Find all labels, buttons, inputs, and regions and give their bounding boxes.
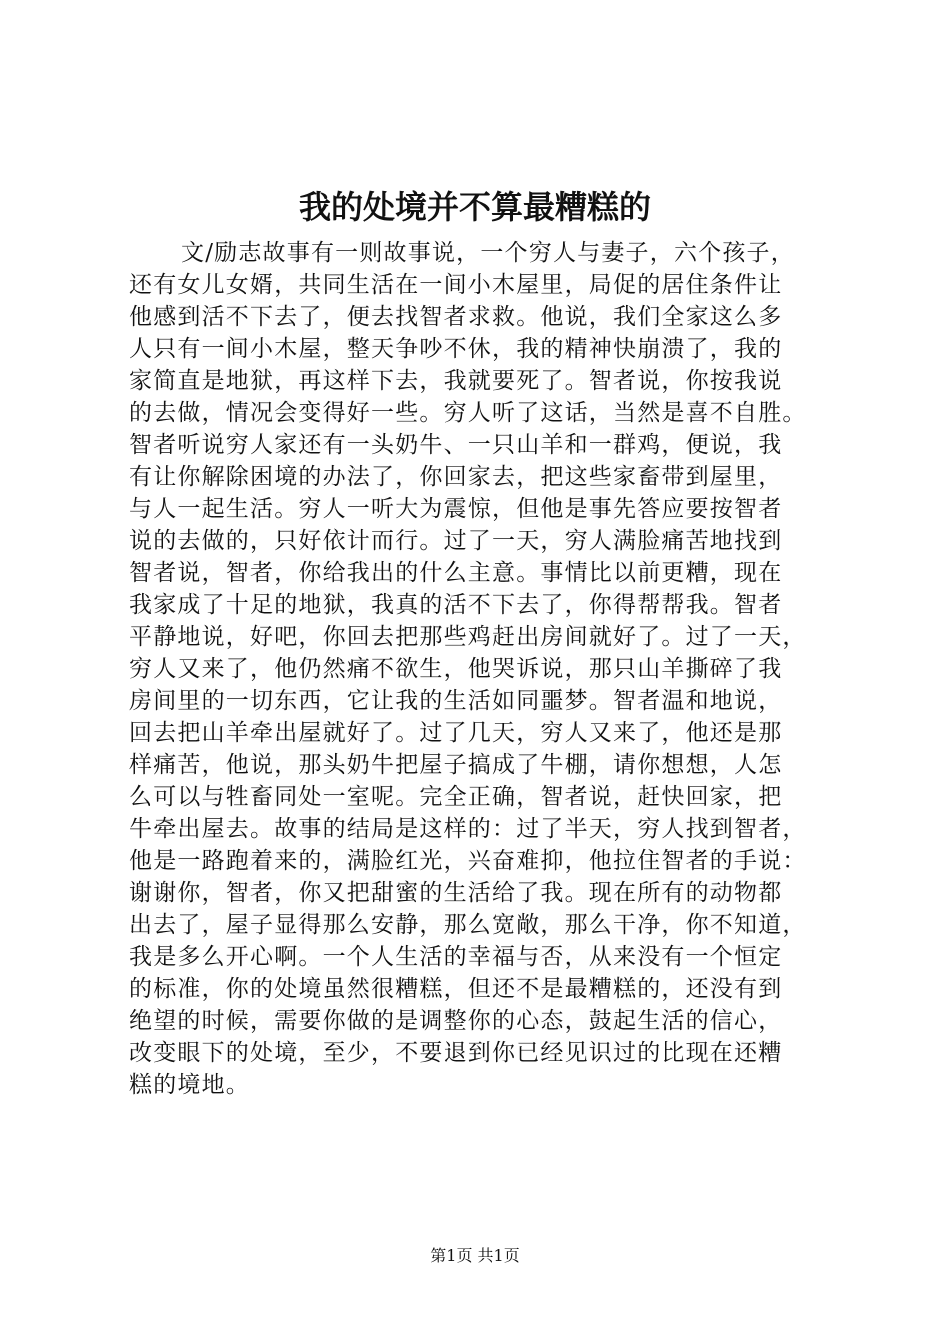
body-line: 家简直是地狱，再这样下去，我就要死了。智者说，你按我说 — [129, 368, 783, 394]
body-line: 牛牵出屋去。故事的结局是这样的：过了半天，穷人找到智者， — [129, 816, 807, 842]
body-line: 有让你解除困境的办法了，你回家去，把这些家畜带到屋里， — [129, 464, 783, 490]
body-line: 的去做，情况会变得好一些。穷人听了这话，当然是喜不自胜。 — [129, 400, 807, 426]
body-line: 智者听说穷人家还有一头奶牛、一只山羊和一群鸡，便说，我 — [129, 432, 783, 458]
body-line: 房间里的一切东西，它让我的生活如同噩梦。智者温和地说， — [129, 688, 783, 714]
body-line: 与人一起生活。穷人一听大为震惊，但他是事先答应要按智者 — [129, 496, 783, 522]
body-line: 绝望的时候，需要你做的是调整你的心态，鼓起生活的信心， — [129, 1008, 783, 1034]
body-line: 谢谢你，智者，你又把甜蜜的生活给了我。现在所有的动物都 — [129, 880, 783, 906]
body-line: 的标准，你的处境虽然很糟糕，但还不是最糟糕的，还没有到 — [129, 976, 783, 1002]
body-line: 回去把山羊牵出屋就好了。过了几天，穷人又来了，他还是那 — [129, 720, 783, 746]
body-line: 智者说，智者，你给我出的什么主意。事情比以前更糟，现在 — [129, 560, 783, 586]
body-line: 还有女儿女婿，共同生活在一间小木屋里，局促的居住条件让 — [129, 272, 783, 298]
document-title: 我的处境并不算最糟糕的 — [298, 188, 651, 226]
document-body — [129, 237, 839, 1101]
body-line: 他感到活不下去了，便去找智者求救。他说，我们全家这么多 — [129, 304, 783, 330]
body-line: 糕的境地。 — [129, 1072, 250, 1098]
body-line: 文/励志故事有一则故事说，一个穷人与妻子，六个孩子， — [181, 240, 795, 266]
body-line: 我是多么开心啊。一个人生活的幸福与否，从来没有一个恒定 — [129, 944, 783, 970]
body-line: 出去了，屋子显得那么安静，那么宽敞，那么干净，你不知道， — [129, 912, 807, 938]
body-line: 说的去做的，只好依计而行。过了一天，穷人满脸痛苦地找到 — [129, 528, 783, 554]
body-line: 他是一路跑着来的，满脸红光，兴奋难抑，他拉住智者的手说： — [129, 848, 807, 874]
body-line: 穷人又来了，他仍然痛不欲生，他哭诉说，那只山羊撕碎了我 — [129, 656, 783, 682]
body-line: 平静地说，好吧，你回去把那些鸡赶出房间就好了。过了一天， — [129, 624, 807, 650]
body-line: 样痛苦，他说，那头奶牛把屋子搞成了牛棚，请你想想，人怎 — [129, 752, 783, 778]
body-line: 人只有一间小木屋，整天争吵不休，我的精神快崩溃了，我的 — [129, 336, 783, 362]
page-number-footer: 第1页 共1页 — [430, 1246, 520, 1265]
body-line: 么可以与牲畜同处一室呢。完全正确，智者说，赶快回家，把 — [129, 784, 783, 810]
body-line: 改变眼下的处境，至少，不要退到你已经见识过的比现在还糟 — [129, 1040, 783, 1066]
body-line: 我家成了十足的地狱，我真的活不下去了，你得帮帮我。智者 — [129, 592, 783, 618]
